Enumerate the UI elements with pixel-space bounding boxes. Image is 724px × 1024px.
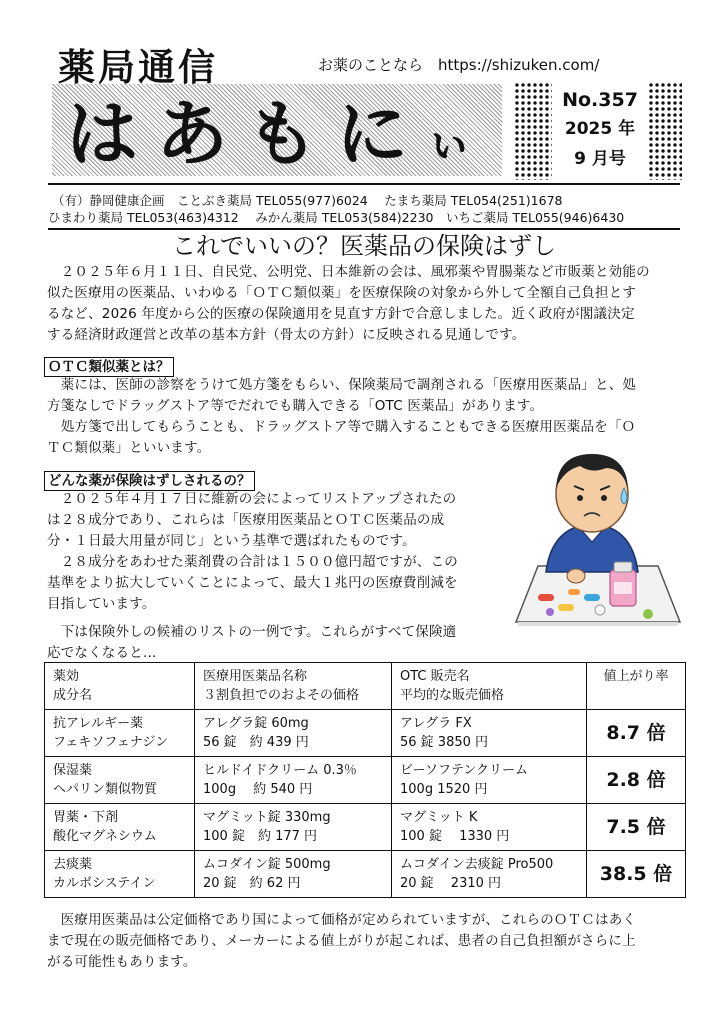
- table-row: [45, 757, 686, 804]
- text-line: する経済財政運営と改革の基本方針（骨太の方針）に反映される見通しです。: [47, 327, 526, 343]
- table-row: [45, 804, 686, 851]
- cell-text: 去痰薬: [53, 857, 93, 872]
- cell-prescription: [195, 851, 392, 898]
- cell-text: 20 錠 2310 円: [400, 876, 502, 891]
- section-title: ＯＴＣ類似薬とは？: [44, 357, 174, 377]
- pill: [568, 589, 580, 595]
- cell-otc: [392, 710, 587, 757]
- dot-pattern-left: [514, 82, 552, 180]
- text-line: まで現在の販売価格であり、メーカーによる値上がりが起これば、患者の自己負担額がさらに上: [47, 933, 636, 949]
- pill: [558, 604, 574, 611]
- pharmacy-line-1: （有）静岡健康企画 ことぶき薬局 TEL055(977)6024 たまち薬局 TEL054(251)1678: [52, 193, 563, 208]
- pharmacy-line-2: ひまわり薬局 TEL053(463)4312 みかん薬局 TEL053(584)2230 いちご薬局 TEL055(946)6430: [48, 210, 625, 225]
- cell-text: 酸化マグネシウム: [53, 829, 157, 844]
- cell-text: マグミット K: [400, 810, 478, 825]
- worried-man-with-pills-illustration: [508, 444, 688, 634]
- text-line: ２８成分をあわせた薬剤費の合計は１５００億円超ですが、この: [47, 554, 458, 570]
- issue-number: No.357: [562, 89, 638, 111]
- cell-text: ヘパリン類似物質: [53, 782, 158, 797]
- title-char: も: [246, 92, 319, 176]
- table-row: [45, 710, 686, 757]
- title-char: は: [66, 92, 139, 176]
- cell-text: 100 錠 約 177 円: [203, 829, 318, 844]
- section-target-title-wrap: [44, 470, 255, 491]
- cell-otc: [392, 757, 587, 804]
- hand: [567, 569, 585, 583]
- cell-text: 20 錠 約 62 円: [203, 876, 301, 891]
- pill: [584, 594, 600, 601]
- cell-text: 100 錠 1330 円: [400, 829, 510, 844]
- cell-ingredient: [45, 804, 195, 851]
- intro-paragraph: [47, 262, 687, 346]
- cell-text: ビーソフテンクリーム: [400, 763, 529, 778]
- cell-text: 56 錠 約 439 円: [203, 735, 309, 750]
- text-line: 医療用医薬品は公定価格であり国によって価格が定められていますが、これらのＯＴＣはあく: [47, 912, 637, 928]
- issue-month: 9 月号: [574, 149, 626, 169]
- header-cell: [587, 663, 686, 710]
- pill: [643, 609, 653, 619]
- cell-increase-rate: 8.7 倍: [587, 710, 686, 757]
- text-line: 薬には、医師の診察をうけて処方箋をもらい、保険薬局で調剤される「医療用医薬品」と、処: [47, 377, 637, 393]
- cell-text: カルボシステイン: [53, 876, 156, 891]
- text-line: 方箋なしでドラッグストア等でだれでも購入できる「OTC 医薬品」があります。: [47, 398, 544, 414]
- text-line: 下は保険外しの候補のリストの一例です。これらがすべて保険適: [47, 624, 457, 640]
- eye-right: [601, 495, 607, 501]
- text-line: ２０２５年４月１７日に維新の会によってリストアップされたの: [47, 491, 457, 507]
- text-line: るなど、2026 年度から公的医療の保険適用を見直す方針で合意しました。近く政府が閣議決定: [47, 306, 635, 322]
- cell-ingredient: [45, 757, 195, 804]
- text-line: 処方箋で出してもらうことも、ドラッグストア等で購入することもできる医療用医薬品を「Ｏ: [47, 419, 636, 435]
- cell-otc: [392, 804, 587, 851]
- section-title: どんな薬が保険はずしされるの？: [44, 471, 255, 491]
- header-text: 平均的な販売価格: [400, 688, 505, 703]
- issue-year: 2025 年: [564, 119, 636, 139]
- header-cell: [45, 663, 195, 710]
- title-char: に: [336, 92, 409, 176]
- list-intro: [47, 622, 499, 664]
- cell-text: マグミット錠 330mg: [203, 810, 331, 825]
- pill: [546, 608, 554, 616]
- header-text: 成分名: [53, 688, 93, 703]
- text-line: 応でなくなると…: [47, 645, 157, 661]
- masthead-series-title: 薬局通信: [58, 46, 218, 89]
- issue-block: [556, 86, 644, 174]
- cell-ingredient: [45, 851, 195, 898]
- dot-pattern-right: [648, 82, 682, 180]
- table-header-row: [45, 663, 686, 710]
- header-cell: [195, 663, 392, 710]
- header-text: 値上がり率: [603, 669, 669, 684]
- cell-prescription: [195, 804, 392, 851]
- cell-text: フェキソフェナジン: [53, 735, 169, 750]
- masthead-title: [66, 90, 472, 176]
- text-line: ＴＣ類似薬」といいます。: [47, 440, 211, 456]
- cell-text: ヒルドイドクリーム 0.3％: [203, 763, 357, 778]
- cell-increase-rate: 2.8 倍: [587, 757, 686, 804]
- header-text: ３割負担でのおよその価格: [203, 688, 360, 703]
- text-line: ２０２５年６月１１日、自民党、公明党、日本維新の会は、風邪薬や胃腸薬など市販薬と効能の: [47, 264, 650, 280]
- cell-text: 保湿薬: [53, 763, 93, 778]
- cell-text: 56 錠 3850 円: [400, 735, 489, 750]
- masthead-divider: [48, 183, 680, 185]
- cell-increase-rate: 38.5 倍: [587, 851, 686, 898]
- section-target-body: [47, 489, 499, 615]
- pharmacy-divider: [48, 228, 680, 230]
- cell-text: ムコダイン錠 500mg: [203, 857, 331, 872]
- text-line: 基準をより拡大していくことによって、最大１兆円の医療費削減を: [47, 575, 458, 591]
- pill: [595, 605, 605, 615]
- text-line: は２８成分であり、これらは「医療用医薬品とＯＴＣ医薬品の成: [47, 512, 445, 528]
- section-otc-title-wrap: [44, 356, 174, 377]
- cell-ingredient: [45, 710, 195, 757]
- header-text: 医療用医薬品名称: [203, 669, 308, 684]
- closing-paragraph: [47, 910, 687, 973]
- cell-prescription: [195, 710, 392, 757]
- text-line: 目指しています。: [47, 596, 156, 612]
- title-char: あ: [156, 92, 229, 176]
- price-comparison-table: [44, 662, 686, 898]
- cell-text: 100g 1520 円: [400, 782, 488, 797]
- cell-otc: [392, 851, 587, 898]
- title-char: ぃ: [426, 114, 473, 168]
- cell-text: ムコダイン去痰錠 Pro500: [400, 857, 554, 872]
- headline: これでいいの？医薬品の保険はずし: [172, 232, 556, 260]
- cell-increase-rate: 7.5 倍: [587, 804, 686, 851]
- masthead-tagline: お薬のことなら https://shizuken.com/: [318, 56, 600, 74]
- table-row: [45, 851, 686, 898]
- header-text: 薬効: [53, 669, 80, 684]
- text-line: 分・１日最大用量が同じ」という基準で選ばれたものです。: [47, 533, 416, 549]
- text-line: 似た医療用の医薬品、いわゆる「ＯＴＣ類似薬」を医療保険の対象から外して全額自己負担とす: [47, 285, 637, 301]
- pill: [538, 594, 554, 601]
- cell-text: 100g 約 540 円: [203, 782, 313, 797]
- text-line: がる可能性もあります。: [47, 954, 197, 970]
- eye-left: [577, 495, 583, 501]
- cell-text: 胃薬・下剤: [53, 810, 119, 825]
- header-text: OTC 販売名: [400, 669, 470, 684]
- cell-text: アレグラ FX: [400, 716, 472, 731]
- cell-prescription: [195, 757, 392, 804]
- header-cell: [392, 663, 587, 710]
- cell-text: アレグラ錠 60mg: [203, 716, 309, 731]
- cell-text: 抗アレルギー薬: [53, 716, 144, 731]
